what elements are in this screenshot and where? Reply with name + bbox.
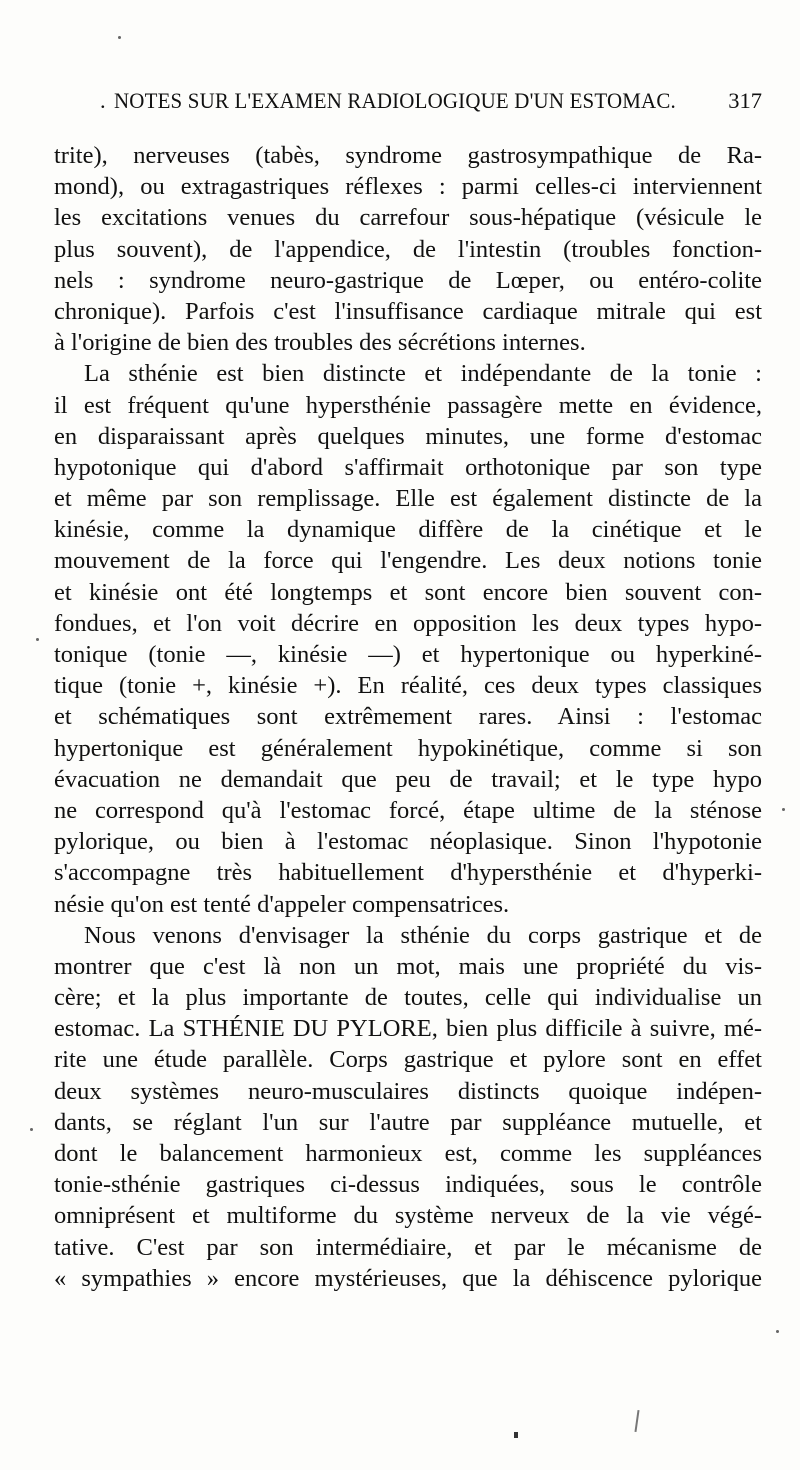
text-line: les excitations venues du carrefour sous-hépatique (vésicule le: [54, 204, 762, 232]
text-line: évacuation ne demandait que peu de travail; et le type hypo: [54, 765, 762, 793]
text-line: s'accompagne très habituellement d'hypersthénie et d'hyperki-: [54, 859, 762, 887]
text-line: fondues, et l'on voit décrire en opposition les deux types hypo-: [54, 609, 762, 637]
scan-mark: [634, 1410, 639, 1432]
text-line: en disparaissant après quelques minutes, une forme d'estomac: [54, 422, 762, 450]
text-line: hypertonique est généralement hypokinétique, comme si son: [54, 734, 762, 762]
text-line: montrer que c'est là non un mot, mais une propriété du vis-: [54, 952, 762, 980]
text-line: plus souvent), de l'appendice, de l'intestin (troubles fonction-: [54, 235, 762, 263]
text-line: tonie-sthénie gastriques ci-dessus indiquées, sous le contrôle: [54, 1171, 762, 1199]
scan-speck: [30, 1128, 33, 1131]
text-line: deux systèmes neuro-musculaires distincts quoique indépen-: [54, 1077, 762, 1105]
text-line: nels : syndrome neuro-gastrique de Lœper, ou entéro-colite: [54, 266, 762, 294]
page-number: 317: [728, 88, 762, 113]
text-line: à l'origine de bien des troubles des sécrétions internes.: [54, 329, 586, 357]
text-line: tative. C'est par son intermédiaire, et par le mécanisme de: [54, 1233, 762, 1261]
text-line: il est fréquent qu'une hypersthénie passagère mette en évidence,: [54, 391, 762, 419]
text-line: rite une étude parallèle. Corps gastrique et pylore sont en effet: [54, 1046, 762, 1074]
text-line: ne correspond qu'à l'estomac forcé, étape ultime de la sténose: [54, 796, 762, 824]
body-text: [54, 140, 762, 1294]
text-line: et schématiques sont extrêmement rares. Ainsi : l'estomac: [54, 703, 762, 731]
text-line: dont le balancement harmonieux est, comme les suppléances: [54, 1140, 762, 1167]
text-line: « sympathies » encore mystérieuses, que la déhiscence pylorique: [54, 1264, 762, 1292]
text-line: estomac. La STHÉNIE DU PYLORE, bien plus difficile à suivre, mé-: [54, 1015, 762, 1043]
text-line: tique (tonie +, kinésie +). En réalité, ces deux types classiques: [54, 672, 762, 700]
paragraph-start-line: Nous venons d'envisager la sthénie du corps gastrique et de: [84, 921, 762, 949]
text-line: tonique (tonie —, kinésie —) et hypertonique ou hyperkiné-: [54, 641, 762, 668]
text-line: pylorique, ou bien à l'estomac néoplasique. Sinon l'hypotonie: [54, 828, 762, 856]
page-header: [100, 88, 762, 128]
text-line: mond), ou extragastriques réflexes : parmi celles-ci interviennent: [54, 173, 762, 201]
text-line: omniprésent et multiforme du système nerveux de la vie végé-: [54, 1202, 762, 1230]
running-title: NOTES SUR L'EXAMEN RADIOLOGIQUE D'UN ESTOMAC.: [114, 88, 676, 113]
text-line: trite), nerveuses (tabès, syndrome gastrosympathique de Ra-: [54, 142, 762, 169]
text-line: hypotonique qui d'abord s'affirmait orthotonique par son type: [54, 453, 762, 481]
scan-speck: [118, 36, 121, 39]
header-dot: .: [100, 88, 106, 113]
text-line: cère; et la plus importante de toutes, celle qui individualise un: [54, 984, 762, 1012]
text-line: et kinésie ont été longtemps et sont encore bien souvent con-: [54, 578, 762, 606]
scan-speck: [776, 1330, 779, 1333]
text-line: mouvement de la force qui l'engendre. Les deux notions tonie: [54, 547, 762, 575]
text-line: kinésie, comme la dynamique diffère de la cinétique et le: [54, 516, 762, 544]
text-line: et même par son remplissage. Elle est également distincte de la: [54, 485, 762, 513]
scan-mark: [514, 1432, 518, 1438]
paragraph-start-line: La sthénie est bien distincte et indépendante de la tonie :: [84, 360, 762, 388]
text-line: nésie qu'on est tenté d'appeler compensatrices.: [54, 890, 510, 918]
scan-speck: [36, 638, 39, 641]
scan-speck: [782, 808, 785, 811]
text-line: dants, se réglant l'un sur l'autre par suppléance mutuelle, et: [54, 1108, 762, 1136]
text-line: chronique). Parfois c'est l'insuffisance cardiaque mitrale qui est: [54, 297, 762, 325]
